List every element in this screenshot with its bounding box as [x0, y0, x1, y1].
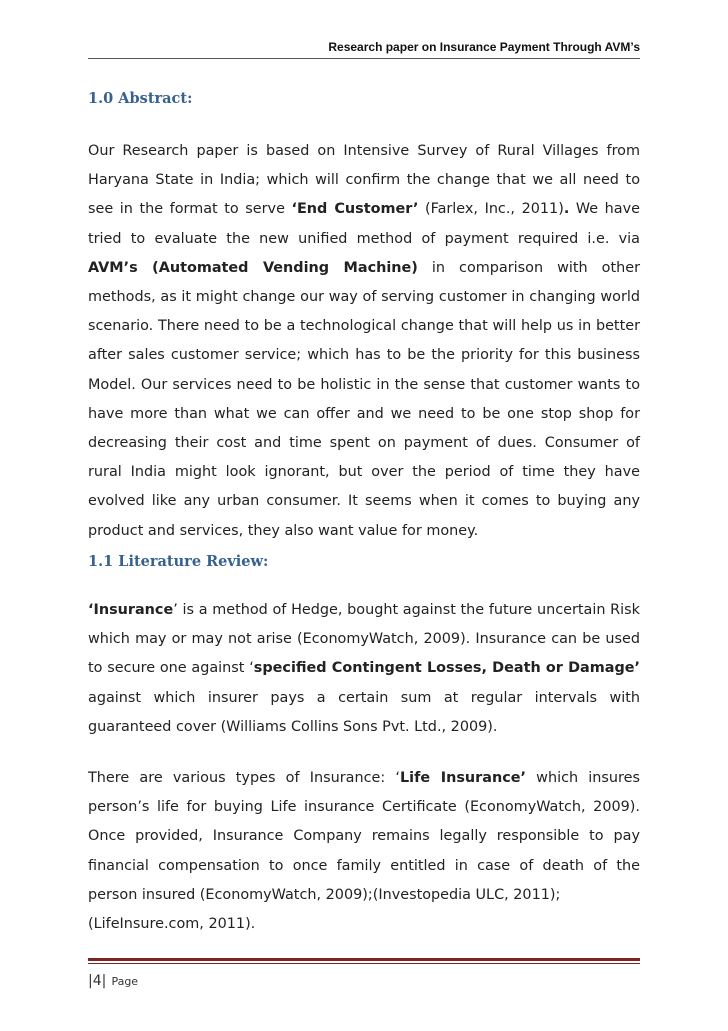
page-label: Page	[111, 975, 139, 988]
literature-p1-text-1: ’ is a method of Hedge, bought against the future uncertain Risk which may or may not arise (EconomyWatch, 2009). Insurance can be used to secure one against ‘	[88, 602, 640, 677]
page-footer	[88, 970, 138, 989]
literature-p2-text-2: which insures person’s life for buying Life insurance Certificate (EconomyWatch, 2009). Once provided, Insurance Company remains legally responsible to pay financial compensation to once family entitled in case of death of the person insured (EconomyWatch, 2009);(Investopedia ULC, 2011);	[88, 770, 640, 903]
header-rule	[88, 58, 640, 59]
abstract-text-2: (Farlex, Inc., 2011)	[418, 201, 564, 218]
abstract-text-4: in comparison with other methods, as it might change our way of serving customer in changing world scenario. There need to be a technological change that will help us in better after sales customer service; which has to be the priority for this business Model. Our services need to be holistic in the sense that customer wants to have more than what we can offer and we need to be one stop shop for decreasing their cost and time spent on payment of dues. Consumer of rural India might look ignorant, but over the period of time they have evolved like any urban consumer. It seems when it comes to buying any product and services, they also want value for money.	[88, 259, 640, 539]
page-header: Research paper on Insurance Payment Through AVM’s	[328, 40, 640, 54]
footer-rule-thick	[88, 958, 640, 961]
abstract-bold-1: ‘End Customer’	[291, 201, 419, 218]
literature-paragraph-2	[88, 764, 640, 939]
page-number: |4|	[88, 973, 107, 989]
abstract-paragraph	[88, 137, 640, 546]
literature-p2-text-1: There are various types of Insurance: ‘	[88, 770, 400, 786]
abstract-bold-2: .	[563, 201, 570, 218]
literature-p1-bold-2: specified Contingent Losses, Death or Damage’	[253, 660, 640, 677]
literature-paragraph-1	[88, 596, 640, 742]
abstract-text-1: Our Research paper is based on Intensive Survey of Rural Villages from Haryana State in India; which will confirm the change that we all need to see in the format to serve	[88, 143, 640, 218]
abstract-text-3: We have tried to evaluate the new unified method of payment required i.e. via	[88, 201, 640, 247]
literature-p1-bold-1: ‘Insurance	[88, 602, 174, 618]
literature-p1-text-2: against which insurer pays a certain sum at regular intervals with guaranteed cover (Williams Collins Sons Pvt. Ltd., 2009).	[88, 689, 640, 735]
literature-p2-text-3: (LifeInsure.com, 2011).	[88, 916, 256, 933]
abstract-heading: 1.0 Abstract:	[88, 90, 193, 107]
abstract-bold-3: AVM’s (Automated Vending Machine)	[88, 259, 418, 276]
literature-heading: 1.1 Literature Review:	[88, 553, 269, 570]
footer-rule-thin	[88, 963, 640, 964]
literature-p2-bold-1: Life Insurance’	[399, 770, 526, 786]
